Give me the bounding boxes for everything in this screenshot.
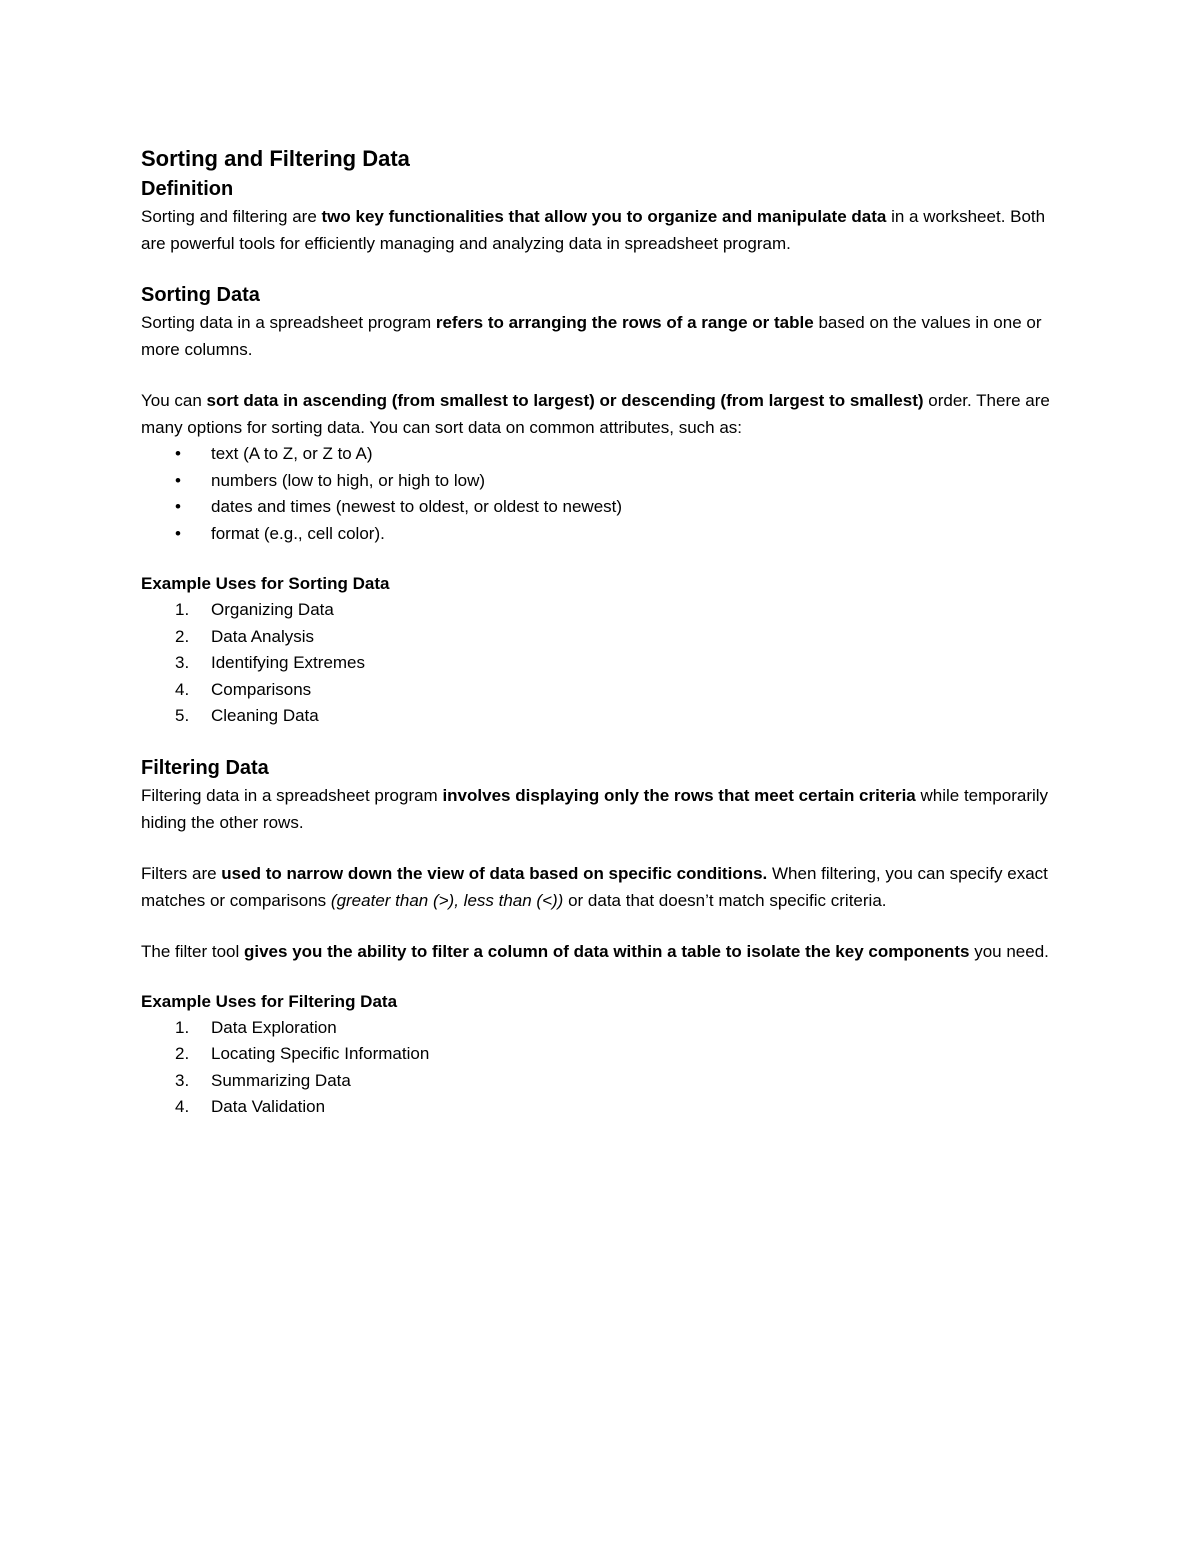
list-item: 1. Data Exploration bbox=[175, 1017, 337, 1037]
list-item: 4. Data Validation bbox=[175, 1097, 326, 1116]
sorting-paragraph-1: Sorting data in a spreadsheet program refers to arranging the rows of a range or table based on the values in one or more columns. bbox=[141, 313, 1042, 359]
filtering-examples-heading: Example Uses for Filtering Data bbox=[141, 991, 398, 1011]
list-item: 5. Cleaning Data bbox=[175, 706, 319, 725]
list-item: 4. Comparisons bbox=[175, 679, 312, 699]
list-item: 2. Locating Specific Information bbox=[175, 1044, 430, 1063]
list-item: • text (A to Z, or Z to A) bbox=[141, 441, 1071, 468]
spacer bbox=[141, 730, 1071, 754]
filtering-heading: Filtering Data bbox=[141, 756, 269, 779]
definition-heading: Definition bbox=[141, 178, 234, 200]
sorting-attributes-list bbox=[141, 441, 1071, 547]
filtering-paragraph-1: Filtering data in a spreadsheet program involves displaying only the rows that meet certain criteria while temporarily hiding the other rows. bbox=[141, 785, 1049, 832]
list-item: • format (e.g., cell color). bbox=[141, 521, 1071, 548]
bullet-icon: • bbox=[175, 444, 181, 463]
sorting-paragraph-2: You can sort data in ascending (from smallest to largest) or descending (from largest to smallest) order. There are many options for sorting data. You can sort data on common attributes, such as: bbox=[141, 391, 1050, 437]
sorting-examples-heading: Example Uses for Sorting Data bbox=[141, 574, 390, 593]
document-body bbox=[141, 143, 1071, 1121]
filtering-paragraph-2: Filters are used to narrow down the view of data based on specific conditions. When filtering, you can specify exact matches or comparisons (greater than (>), less than (<)) or data that doesn’t match specific criteria. bbox=[141, 863, 1048, 910]
list-item: 3. Identifying Extremes bbox=[175, 653, 366, 672]
spacer bbox=[141, 965, 1071, 989]
sorting-examples-list bbox=[141, 597, 1071, 730]
sorting-heading: Sorting Data bbox=[141, 284, 260, 306]
definition-paragraph: Sorting and filtering are two key functionalities that allow you to organize and manipulate data in a worksheet. Both are powerful tools for efficiently managing and analyzing data in spreadsheet program. bbox=[141, 207, 1046, 253]
filtering-examples-list bbox=[141, 1015, 1071, 1121]
spacer bbox=[141, 363, 1071, 387]
spacer bbox=[141, 836, 1071, 860]
filtering-paragraph-3: The filter tool gives you the ability to filter a column of data within a table to isolate the key components you need. bbox=[141, 941, 1049, 961]
spacer bbox=[141, 257, 1071, 281]
bullet-icon: • bbox=[175, 523, 181, 543]
list-item: • dates and times (newest to oldest, or oldest to newest) bbox=[141, 494, 1071, 521]
spacer bbox=[141, 914, 1071, 938]
list-item: 3. Summarizing Data bbox=[175, 1070, 351, 1090]
bullet-icon: • bbox=[175, 497, 181, 516]
list-item: 1. Organizing Data bbox=[175, 600, 334, 619]
list-item: • numbers (low to high, or high to low) bbox=[141, 468, 1071, 495]
bullet-icon: • bbox=[175, 470, 181, 490]
list-item: 2. Data Analysis bbox=[175, 626, 314, 646]
spacer bbox=[141, 547, 1071, 571]
page-title: Sorting and Filtering Data bbox=[141, 146, 410, 171]
